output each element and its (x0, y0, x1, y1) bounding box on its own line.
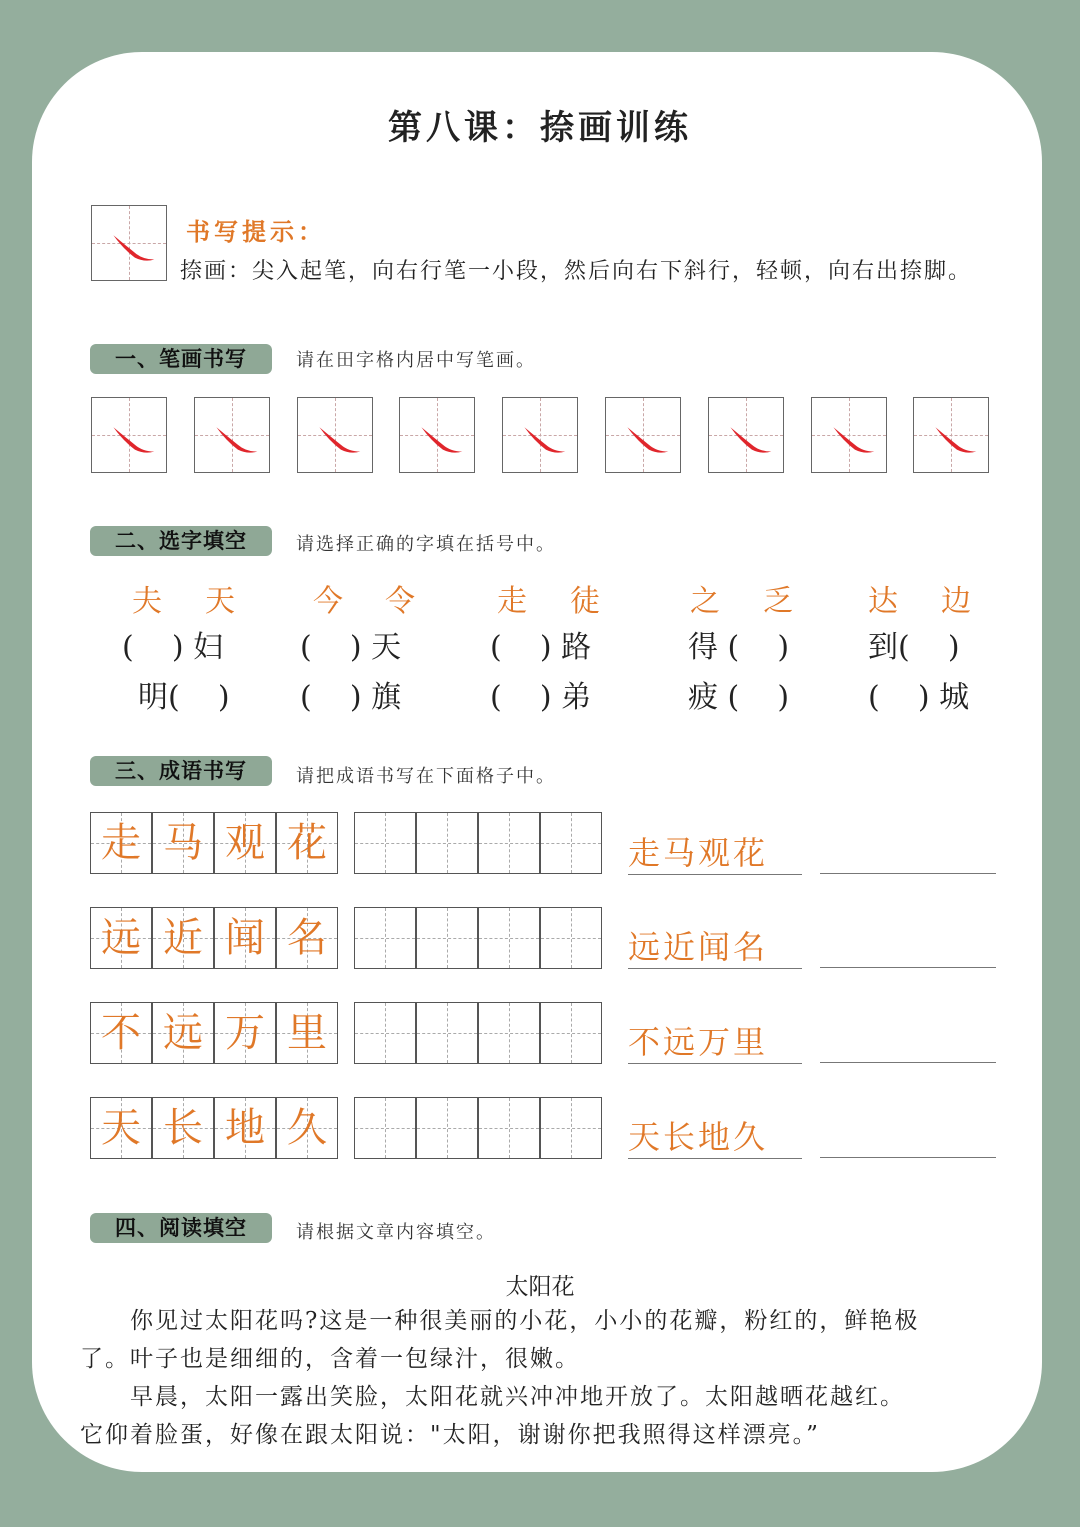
idiom-char: 天 (101, 1105, 141, 1151)
tip-example-grid (91, 205, 167, 281)
idiom-sample-cell (276, 907, 338, 969)
section1-label: 一、笔画书写 (90, 344, 272, 374)
tip-heading: 书写提示： (186, 217, 326, 246)
idiom-char: 花 (287, 820, 327, 866)
idiom-sample-cell (214, 1097, 276, 1159)
option-char: 走 (497, 584, 527, 619)
na-stroke-icon (914, 398, 988, 472)
idiom-char: 不 (101, 1010, 141, 1056)
fill-blank[interactable]: 明( ) (138, 680, 230, 715)
idiom-char: 闻 (225, 915, 265, 961)
na-stroke-icon (812, 398, 886, 472)
idiom-practice-cell[interactable] (478, 1097, 540, 1159)
na-stroke-icon (400, 398, 474, 472)
idiom-practice-cell[interactable] (354, 907, 416, 969)
idiom-practice-cell[interactable] (416, 907, 478, 969)
fill-blank[interactable]: ( ) 弟 (490, 680, 592, 715)
section3-instruction: 请把成语书写在下面格子中。 (296, 766, 556, 787)
idiom-char: 走 (101, 820, 141, 866)
idiom-sample-cell (214, 1002, 276, 1064)
idiom-sample-cell (152, 812, 214, 874)
stroke-grid-cell[interactable] (913, 397, 989, 473)
story-line: 你见过太阳花吗?这是一种很美丽的小花，小小的花瓣，粉红的，鲜艳极 (80, 1308, 920, 1334)
idiom-practice-cell[interactable] (540, 1002, 602, 1064)
section2-label: 二、选字填空 (90, 526, 272, 556)
fill-blank[interactable]: ( ) 城 (868, 680, 970, 715)
idiom-sample-cell (276, 812, 338, 874)
fill-blank[interactable]: 疲 ( ) (688, 680, 790, 715)
idiom-char: 观 (225, 820, 265, 866)
idiom-char: 里 (287, 1010, 327, 1056)
idiom-practice-cell[interactable] (416, 1002, 478, 1064)
fill-blank[interactable]: 得 ( ) (688, 630, 790, 665)
option-char: 乏 (763, 584, 793, 619)
idiom-char: 远 (163, 1010, 203, 1056)
fill-blank[interactable]: ( ) 旗 (300, 680, 402, 715)
na-stroke-icon (606, 398, 680, 472)
idiom-answer-line[interactable] (820, 873, 996, 874)
idiom-sample-cell (90, 812, 152, 874)
fill-blank[interactable]: 到( ) (868, 630, 960, 665)
na-stroke-icon (298, 398, 372, 472)
stroke-grid-cell[interactable] (708, 397, 784, 473)
na-stroke-icon (92, 206, 166, 280)
fill-blank[interactable]: ( ) 路 (490, 630, 592, 665)
idiom-char: 远 (101, 915, 141, 961)
idiom-char: 近 (163, 915, 203, 961)
idiom-sample-cell (90, 907, 152, 969)
stroke-grid-cell[interactable] (811, 397, 887, 473)
idiom-practice-cell[interactable] (354, 812, 416, 874)
idiom-sample-cell (152, 1097, 214, 1159)
idiom-char: 长 (163, 1105, 203, 1151)
idiom-char: 久 (287, 1105, 327, 1151)
option-char: 边 (941, 584, 971, 619)
idiom-answer-line[interactable] (820, 967, 996, 968)
idiom-sample-cell (214, 907, 276, 969)
idiom-char: 地 (225, 1105, 265, 1151)
idiom-sample-cell (152, 1002, 214, 1064)
idiom-practice-cell[interactable] (478, 1002, 540, 1064)
idiom-sample-cell (90, 1097, 152, 1159)
section3-label: 三、成语书写 (90, 756, 272, 786)
section1-instruction: 请在田字格内居中写笔画。 (296, 350, 536, 371)
story-title: 太阳花 (505, 1274, 575, 1300)
option-char: 夫 (132, 584, 162, 619)
stroke-grid-cell[interactable] (297, 397, 373, 473)
option-char: 天 (205, 584, 235, 619)
idiom-copy: 不远万里 (628, 1017, 802, 1064)
story-line: 它仰着脸蛋，好像在跟太阳说："太阳，谢谢你把我照得这样漂亮。” (80, 1422, 820, 1448)
na-stroke-icon (195, 398, 269, 472)
section4-label: 四、阅读填空 (90, 1213, 272, 1243)
idiom-practice-cell[interactable] (540, 907, 602, 969)
idiom-answer-line[interactable] (820, 1062, 996, 1063)
story-line: 早晨，太阳一露出笑脸，太阳花就兴冲冲地开放了。太阳越晒花越红。 (80, 1384, 905, 1410)
option-char: 今 (313, 584, 343, 619)
idiom-practice-cell[interactable] (540, 812, 602, 874)
idiom-sample-cell (276, 1097, 338, 1159)
stroke-grid-cell[interactable] (194, 397, 270, 473)
na-stroke-icon (92, 398, 166, 472)
idiom-practice-cell[interactable] (354, 1002, 416, 1064)
idiom-answer-line[interactable] (820, 1157, 996, 1158)
idiom-practice-cell[interactable] (540, 1097, 602, 1159)
idiom-copy: 走马观花 (628, 828, 802, 875)
section2-instruction: 请选择正确的字填在括号中。 (296, 534, 556, 555)
option-char: 徒 (570, 584, 600, 619)
idiom-char: 名 (287, 915, 327, 961)
story-line: 了。叶子也是细细的，含着一包绿汁，很嫩。 (80, 1346, 580, 1372)
idiom-copy: 远近闻名 (628, 922, 802, 969)
stroke-grid-cell[interactable] (91, 397, 167, 473)
idiom-practice-cell[interactable] (478, 907, 540, 969)
na-stroke-icon (503, 398, 577, 472)
section4-instruction: 请根据文章内容填空。 (296, 1222, 496, 1243)
idiom-sample-cell (152, 907, 214, 969)
fill-blank[interactable]: ( ) 天 (300, 630, 402, 665)
idiom-char: 马 (163, 820, 203, 866)
idiom-practice-cell[interactable] (478, 812, 540, 874)
option-char: 之 (690, 584, 720, 619)
na-stroke-icon (709, 398, 783, 472)
idiom-copy: 天长地久 (628, 1112, 802, 1159)
fill-blank[interactable]: ( ) 妇 (122, 630, 224, 665)
idiom-sample-cell (214, 812, 276, 874)
page-title: 第八课：捺画训练 (388, 108, 692, 148)
idiom-practice-cell[interactable] (354, 1097, 416, 1159)
option-char: 达 (868, 584, 898, 619)
idiom-char: 万 (225, 1010, 265, 1056)
idiom-sample-cell (276, 1002, 338, 1064)
idiom-sample-cell (90, 1002, 152, 1064)
stroke-grid-cell[interactable] (605, 397, 681, 473)
stroke-grid-cell[interactable] (399, 397, 475, 473)
idiom-practice-cell[interactable] (416, 1097, 478, 1159)
option-char: 令 (385, 584, 415, 619)
tip-text: 捺画：尖入起笔，向右行笔一小段，然后向右下斜行，轻顿，向右出捺脚。 (180, 259, 973, 284)
stroke-grid-cell[interactable] (502, 397, 578, 473)
idiom-practice-cell[interactable] (416, 812, 478, 874)
